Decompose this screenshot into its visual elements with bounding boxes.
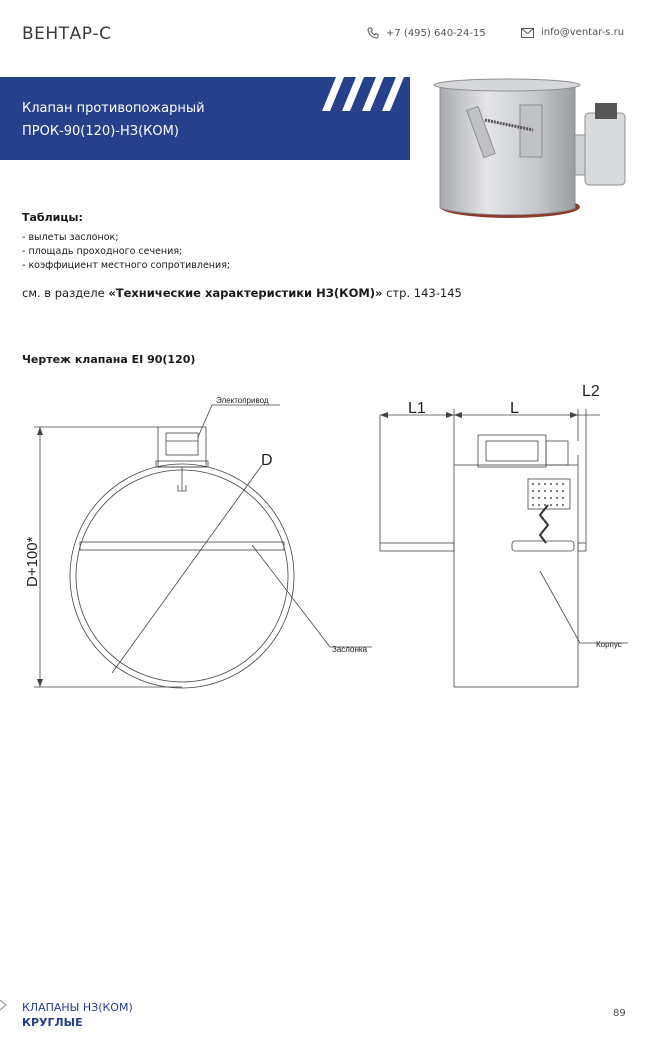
actuator-label: Электопривод: [216, 396, 269, 405]
reference-text: [22, 286, 462, 300]
email-contact[interactable]: [521, 27, 624, 38]
footer-subcategory: КРУГЛЫЕ: [22, 1016, 83, 1029]
body-label: Корпус: [596, 640, 622, 649]
tables-heading: Таблицы:: [22, 211, 83, 224]
product-title-line1: Клапан противопожарный: [22, 101, 205, 116]
reference-link[interactable]: «Технические характеристики НЗ(КОМ)»: [108, 286, 383, 300]
page-number: 89: [613, 1008, 626, 1019]
technical-drawing: [0, 375, 661, 695]
reference-prefix: см. в разделе: [22, 286, 109, 300]
l-label: L: [510, 400, 519, 417]
drawing-heading: Чертеж клапана EI 90(120): [22, 353, 196, 366]
list-item: - вылеты заслонок;: [22, 232, 119, 243]
height-label: D+100*: [24, 536, 41, 587]
product-photo: [425, 75, 635, 235]
damper-blade: [80, 542, 284, 550]
reference-suffix: стр. 143-145: [382, 286, 462, 300]
side-body: [454, 465, 578, 687]
l2-label: L2: [582, 383, 600, 400]
tables-list: [22, 231, 230, 273]
product-title: [22, 97, 205, 143]
footer-category: КЛАПАНЫ НЗ(КОМ): [22, 1001, 133, 1014]
phone-contact[interactable]: [367, 27, 486, 39]
product-title-line2: ПРОК-90(120)-НЗ(КОМ): [22, 124, 179, 139]
damper-label: Заслонка: [332, 645, 368, 654]
email-address: info@ventar-s.ru: [541, 27, 625, 38]
chevron-icon: [0, 998, 10, 1012]
l1-label: L1: [408, 400, 426, 417]
decorative-stripes-icon: [322, 77, 410, 113]
phone-icon: [367, 27, 379, 39]
phone-number: +7 (495) 640-24-15: [386, 27, 486, 39]
list-item: - коэффициент местного сопротивления;: [22, 260, 231, 271]
title-banner: [0, 77, 410, 160]
list-item: - площадь проходного сечения;: [22, 246, 183, 257]
diameter-label: D: [261, 452, 273, 469]
brand-name: ВЕНТАР-С: [22, 24, 112, 44]
mail-icon: [521, 28, 534, 38]
